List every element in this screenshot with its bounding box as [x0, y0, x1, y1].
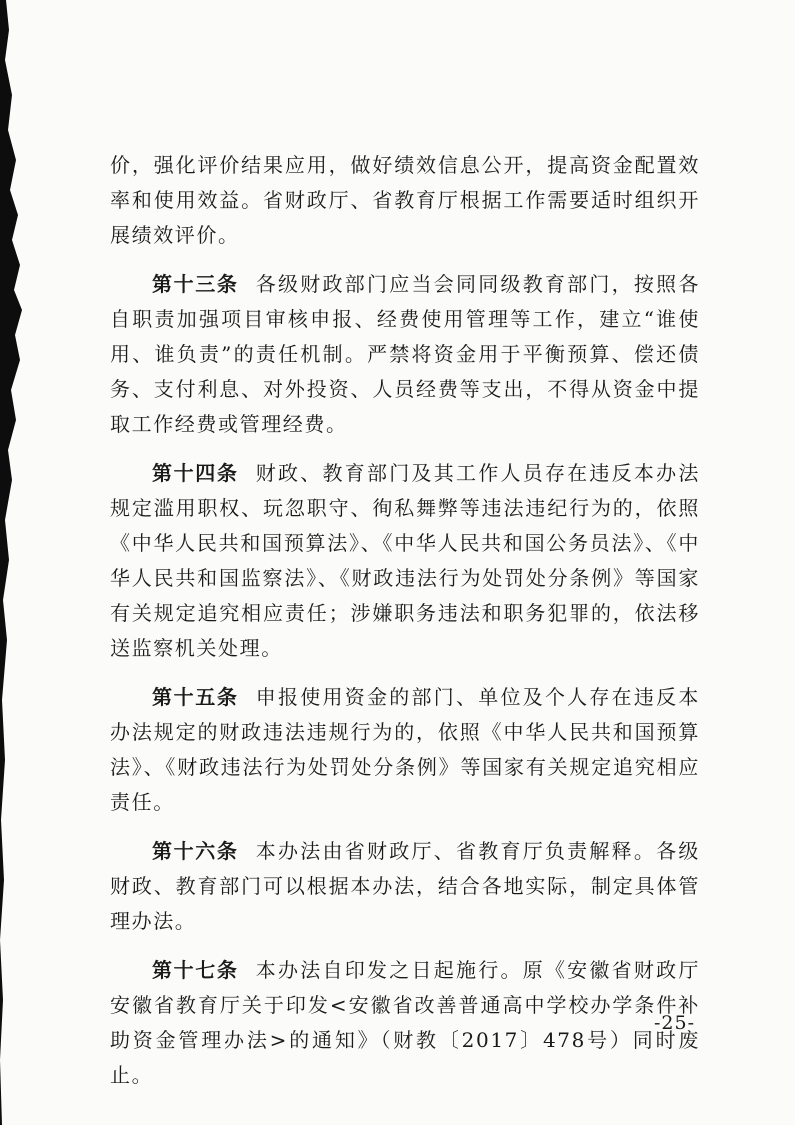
article-text: 各级财政部门应当会同同级教育部门，按照各自职责加强项目审核申报、经费使用管理等工作，建立“谁使用、谁负责”的责任机制。严禁将资金用于平衡预算、偿还债务、支付利息、对外投资、人员经费等支出，不得从资金中提取工作经费或管理经费。: [110, 272, 701, 436]
intro-paragraph: 价，强化评价结果应用，做好绩效信息公开，提高资金配置效率和使用效益。省财政厅、省教育厅根据工作需要适时组织开展绩效评价。: [110, 153, 700, 247]
article-13: [110, 267, 700, 442]
torn-left-edge: [0, 0, 40, 1125]
article-heading: 第十六条: [152, 839, 239, 863]
page-number: -25-: [653, 1012, 695, 1034]
article-heading: 第十七条: [152, 958, 239, 982]
article-text: 申报使用资金的部门、单位及个人存在违反本办法规定的财政违法违规行为的，依照《中华人民共和国预算法》、《财政违法行为处罚处分条例》等国家有关规定追究相应责任。: [110, 685, 701, 814]
article-15: [110, 680, 700, 820]
article-text: 本办法由省财政厅、省教育厅负责解释。各级财政、教育部门可以根据本办法，结合各地实际，制定具体管理办法。: [110, 839, 701, 933]
article-heading: 第十三条: [152, 272, 239, 296]
article-text: 财政、教育部门及其工作人员存在违反本办法规定滥用职权、玩忽职守、徇私舞弊等违法违纪行为的，依照《中华人民共和国预算法》、《中华人民共和国公务员法》、《中华人民共和国监察法》、《财政违法行为处罚处分条例》等国家有关规定追究相应责任；涉嫌职务违法和职务犯罪的，依法移送监察机关处理。: [110, 461, 701, 660]
article-heading: 第十五条: [152, 685, 239, 709]
document-body: [110, 148, 700, 1093]
article-heading: 第十四条: [152, 461, 239, 485]
article-14: [110, 456, 700, 666]
article-17: [110, 953, 700, 1093]
article-16: [110, 834, 700, 939]
article-text: 本办法自印发之日起施行。原《安徽省财政厅 安徽省教育厅关于印发<安徽省改善普通高中学校办学条件补助资金管理办法>的通知》（财教〔2017〕478号）同时废止。: [110, 958, 701, 1087]
